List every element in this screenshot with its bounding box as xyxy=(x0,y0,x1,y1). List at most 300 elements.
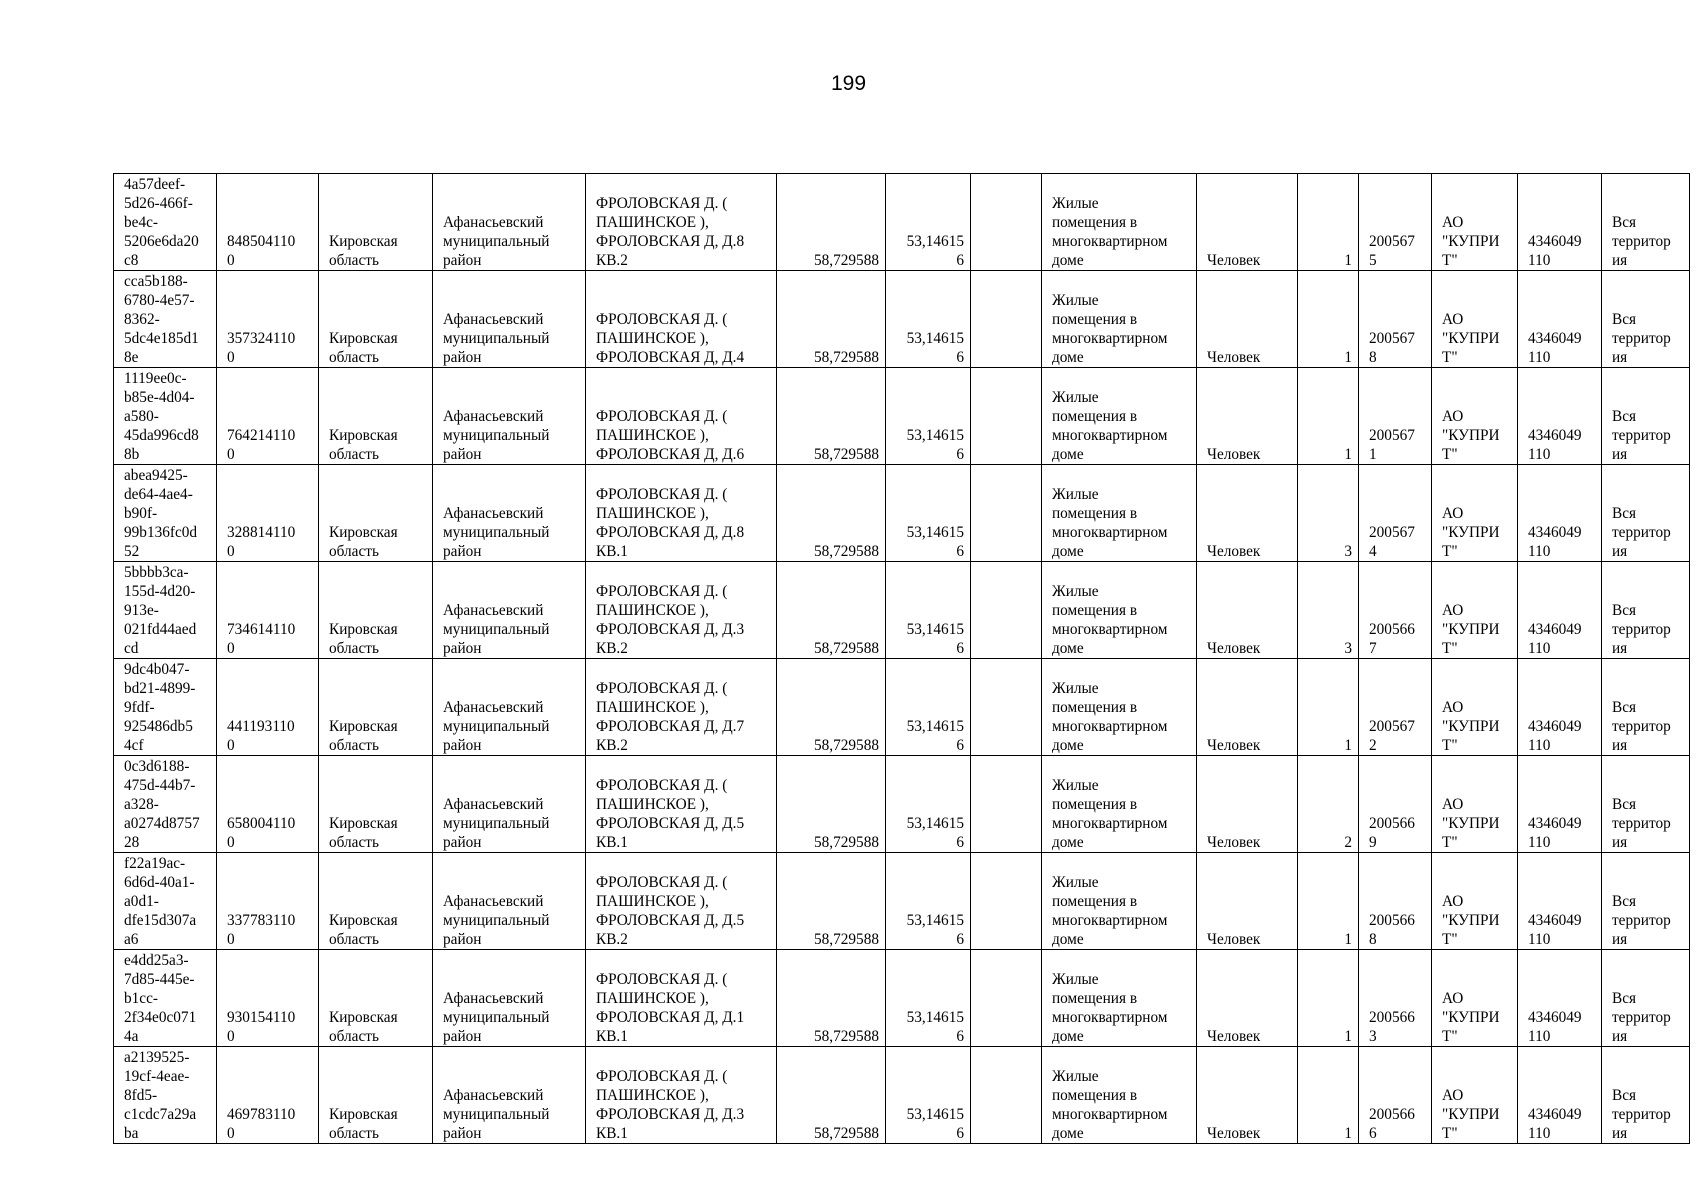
cell-address-line: ПАШИНСКОЕ ), xyxy=(596,602,709,619)
cell-district-line: Афанасьевский xyxy=(443,1087,544,1104)
cell-empty xyxy=(971,368,1042,465)
cell-district-line: Афанасьевский xyxy=(443,505,544,522)
cell-organization-line: "КУПРИ xyxy=(1442,233,1500,250)
cell-region xyxy=(319,756,433,853)
cell-scope-line: Вся xyxy=(1612,214,1637,231)
table-row xyxy=(114,174,1690,271)
cell-number xyxy=(1359,562,1432,659)
cell-region-line: Кировская xyxy=(329,1009,398,1026)
cell-district-line: район xyxy=(443,640,482,657)
cell-district-line: Афанасьевский xyxy=(443,311,544,328)
cell-premises-type xyxy=(1042,368,1197,465)
cell-number-line: 200567 xyxy=(1369,718,1415,735)
cell-scope-line: Вся xyxy=(1612,311,1637,328)
cell-organization-line: Т" xyxy=(1442,252,1458,269)
cell-premises-type-line: многоквартирном xyxy=(1052,912,1168,929)
cell-empty xyxy=(971,756,1042,853)
cell-address-line: ФРОЛОВСКАЯ Д, Д.8 xyxy=(596,524,745,541)
cell-premises-type-line: помещения в xyxy=(1052,990,1138,1007)
cell-district-line: Афанасьевский xyxy=(443,214,544,231)
cell-premises-type-line: Жилые xyxy=(1052,1068,1099,1085)
cell-empty xyxy=(971,1047,1042,1144)
cell-organization-line: АО xyxy=(1442,893,1464,910)
cell-code xyxy=(217,756,319,853)
cell-district-line: район xyxy=(443,931,482,948)
cell-organization-line: "КУПРИ xyxy=(1442,1009,1500,1026)
cell-record-id-line: 5206e6da20 xyxy=(124,233,199,250)
cell-region-line: Кировская xyxy=(329,912,398,929)
cell-record-id-line: bd21-4899- xyxy=(124,680,196,697)
cell-scope xyxy=(1602,756,1690,853)
cell-record-id-line: be4c- xyxy=(124,214,158,231)
cell-address-line: ФРОЛОВСКАЯ Д. ( xyxy=(596,971,728,988)
table-row xyxy=(114,1047,1690,1144)
cell-address xyxy=(586,756,777,853)
registry-body xyxy=(114,174,1690,1144)
cell-region xyxy=(319,853,433,950)
cell-premises-type-line: доме xyxy=(1052,834,1084,851)
cell-longitude xyxy=(886,853,971,950)
cell-address-line: ФРОЛОВСКАЯ Д. ( xyxy=(596,874,728,891)
cell-premises-type xyxy=(1042,659,1197,756)
cell-record-id xyxy=(114,271,217,368)
cell-address-line: ФРОЛОВСКАЯ Д, Д.6 xyxy=(596,446,745,463)
cell-address-line: ПАШИНСКОЕ ), xyxy=(596,214,709,231)
cell-unit: Человек xyxy=(1197,271,1298,368)
cell-longitude-line: 53,14615 xyxy=(906,621,964,638)
cell-organization xyxy=(1432,756,1518,853)
cell-empty xyxy=(971,950,1042,1047)
cell-region-line: Кировская xyxy=(329,233,398,250)
table-row xyxy=(114,465,1690,562)
cell-premises-type-line: многоквартирном xyxy=(1052,815,1168,832)
cell-scope-line: Вся xyxy=(1612,408,1637,425)
cell-code-line: 930154110 xyxy=(227,1009,296,1026)
cell-code-line: 0 xyxy=(227,446,235,463)
cell-scope-line: территор xyxy=(1612,912,1671,929)
cell-premises-type-line: доме xyxy=(1052,349,1084,366)
cell-inn xyxy=(1518,174,1602,271)
cell-address-line: ФРОЛОВСКАЯ Д, Д.1 xyxy=(596,1009,745,1026)
cell-record-id-line: 8b xyxy=(124,446,140,463)
cell-code-line: 469783110 xyxy=(227,1106,296,1123)
cell-code-line: 441193110 xyxy=(227,718,295,735)
cell-unit: Человек xyxy=(1197,465,1298,562)
cell-scope-line: ия xyxy=(1612,640,1628,657)
cell-organization-line: "КУПРИ xyxy=(1442,718,1500,735)
cell-latitude: 58,729588 xyxy=(777,950,886,1047)
cell-district-line: район xyxy=(443,737,482,754)
cell-record-id-line: a0d1- xyxy=(124,893,159,910)
cell-district-line: район xyxy=(443,1028,482,1045)
cell-inn-line: 110 xyxy=(1528,1028,1551,1045)
cell-code-line: 764214110 xyxy=(227,427,296,444)
cell-number-line: 200566 xyxy=(1369,1009,1415,1026)
cell-unit: Человек xyxy=(1197,756,1298,853)
cell-region xyxy=(319,368,433,465)
cell-inn-line: 110 xyxy=(1528,737,1551,754)
cell-record-id-line: b85e-4d04- xyxy=(124,389,195,406)
cell-organization-line: Т" xyxy=(1442,737,1458,754)
cell-record-id-line: dfe15d307a xyxy=(124,912,197,929)
cell-latitude: 58,729588 xyxy=(777,756,886,853)
cell-district-line: муниципальный xyxy=(443,233,550,250)
cell-record-id-line: 6780-4e57- xyxy=(124,292,195,309)
cell-longitude-line: 53,14615 xyxy=(906,912,964,929)
cell-premises-type-line: Жилые xyxy=(1052,583,1099,600)
cell-address xyxy=(586,659,777,756)
cell-organization xyxy=(1432,562,1518,659)
cell-organization-line: "КУПРИ xyxy=(1442,427,1500,444)
cell-premises-type-line: Жилые xyxy=(1052,874,1099,891)
cell-scope-line: ия xyxy=(1612,252,1628,269)
cell-record-id-line: 8fd5- xyxy=(124,1087,158,1104)
cell-number xyxy=(1359,853,1432,950)
cell-organization xyxy=(1432,1047,1518,1144)
cell-count: 1 xyxy=(1298,368,1359,465)
cell-scope-line: территор xyxy=(1612,1106,1671,1123)
cell-district xyxy=(433,562,586,659)
cell-premises-type-line: помещения в xyxy=(1052,505,1138,522)
cell-organization xyxy=(1432,853,1518,950)
cell-record-id-line: a580- xyxy=(124,408,159,425)
cell-inn xyxy=(1518,950,1602,1047)
cell-organization-line: АО xyxy=(1442,602,1464,619)
cell-code-line: 0 xyxy=(227,640,235,657)
cell-count: 3 xyxy=(1298,465,1359,562)
cell-region-line: Кировская xyxy=(329,427,398,444)
cell-region-line: область xyxy=(329,543,379,560)
cell-latitude: 58,729588 xyxy=(777,465,886,562)
cell-code-line: 0 xyxy=(227,543,235,560)
cell-longitude-line: 53,14615 xyxy=(906,815,964,832)
cell-premises-type-line: многоквартирном xyxy=(1052,718,1168,735)
cell-scope-line: ия xyxy=(1612,737,1628,754)
cell-scope-line: территор xyxy=(1612,718,1671,735)
cell-record-id-line: 4a xyxy=(124,1028,139,1045)
cell-address-line: ФРОЛОВСКАЯ Д. ( xyxy=(596,195,728,212)
cell-premises-type-line: доме xyxy=(1052,252,1084,269)
cell-premises-type-line: доме xyxy=(1052,1028,1084,1045)
cell-empty xyxy=(971,465,1042,562)
cell-district-line: Афанасьевский xyxy=(443,602,544,619)
cell-record-id-line: a6 xyxy=(124,931,139,948)
cell-code-line: 0 xyxy=(227,737,235,754)
cell-district-line: Афанасьевский xyxy=(443,893,544,910)
cell-district-line: муниципальный xyxy=(443,330,550,347)
cell-code xyxy=(217,853,319,950)
cell-number-line: 4 xyxy=(1369,543,1377,560)
cell-scope xyxy=(1602,562,1690,659)
cell-number-line: 200567 xyxy=(1369,233,1415,250)
cell-district xyxy=(433,174,586,271)
cell-number xyxy=(1359,950,1432,1047)
cell-longitude-line: 6 xyxy=(956,834,964,851)
cell-district-line: муниципальный xyxy=(443,1009,550,1026)
cell-region-line: область xyxy=(329,737,379,754)
table-row xyxy=(114,853,1690,950)
cell-record-id-line: 5bbbb3ca- xyxy=(124,564,189,581)
cell-organization-line: "КУПРИ xyxy=(1442,815,1500,832)
cell-number-line: 200566 xyxy=(1369,1106,1415,1123)
cell-premises-type-line: помещения в xyxy=(1052,214,1138,231)
cell-longitude-line: 6 xyxy=(956,640,964,657)
cell-count: 1 xyxy=(1298,950,1359,1047)
cell-inn-line: 4346049 xyxy=(1528,1009,1582,1026)
cell-inn-line: 4346049 xyxy=(1528,524,1582,541)
cell-premises-type-line: доме xyxy=(1052,931,1084,948)
cell-premises-type-line: Жилые xyxy=(1052,777,1099,794)
cell-record-id-line: a2139525- xyxy=(124,1049,190,1066)
cell-record-id-line: 45da996cd8 xyxy=(124,427,199,444)
cell-scope-line: Вся xyxy=(1612,699,1637,716)
cell-inn xyxy=(1518,271,1602,368)
cell-scope xyxy=(1602,174,1690,271)
cell-number-line: 8 xyxy=(1369,931,1377,948)
cell-district xyxy=(433,853,586,950)
cell-scope-line: ия xyxy=(1612,1028,1628,1045)
cell-inn-line: 110 xyxy=(1528,252,1551,269)
cell-inn-line: 110 xyxy=(1528,931,1551,948)
cell-record-id xyxy=(114,1047,217,1144)
cell-district-line: муниципальный xyxy=(443,621,550,638)
cell-record-id-line: a328- xyxy=(124,796,159,813)
cell-address-line: ФРОЛОВСКАЯ Д. ( xyxy=(596,311,728,328)
cell-number-line: 200567 xyxy=(1369,524,1415,541)
cell-count: 1 xyxy=(1298,853,1359,950)
cell-region-line: область xyxy=(329,1125,379,1142)
cell-region-line: область xyxy=(329,349,379,366)
cell-scope-line: ия xyxy=(1612,446,1628,463)
cell-district-line: муниципальный xyxy=(443,1106,550,1123)
cell-premises-type-line: многоквартирном xyxy=(1052,330,1168,347)
cell-premises-type-line: многоквартирном xyxy=(1052,524,1168,541)
cell-longitude xyxy=(886,271,971,368)
cell-premises-type-line: Жилые xyxy=(1052,389,1099,406)
cell-premises-type-line: помещения в xyxy=(1052,893,1138,910)
cell-record-id-line: b90f- xyxy=(124,505,158,522)
cell-code-line: 848504110 xyxy=(227,233,296,250)
cell-number xyxy=(1359,368,1432,465)
cell-organization-line: "КУПРИ xyxy=(1442,912,1500,929)
cell-address-line: ФРОЛОВСКАЯ Д, Д.7 xyxy=(596,718,745,735)
cell-district-line: муниципальный xyxy=(443,718,550,735)
cell-latitude: 58,729588 xyxy=(777,1047,886,1144)
cell-inn-line: 110 xyxy=(1528,834,1551,851)
cell-organization-line: АО xyxy=(1442,505,1464,522)
cell-region xyxy=(319,659,433,756)
cell-record-id-line: 9fdf- xyxy=(124,699,155,716)
cell-organization-line: АО xyxy=(1442,214,1464,231)
cell-longitude xyxy=(886,562,971,659)
cell-record-id-line: b1cc- xyxy=(124,990,158,1007)
cell-scope xyxy=(1602,465,1690,562)
cell-record-id-line: 155d-4d20- xyxy=(124,583,196,600)
cell-number-line: 7 xyxy=(1369,640,1377,657)
cell-district-line: район xyxy=(443,543,482,560)
cell-number-line: 3 xyxy=(1369,1028,1377,1045)
cell-latitude: 58,729588 xyxy=(777,174,886,271)
cell-inn-line: 4346049 xyxy=(1528,718,1582,735)
cell-district-line: район xyxy=(443,1125,482,1142)
cell-region-line: Кировская xyxy=(329,1106,398,1123)
cell-unit: Человек xyxy=(1197,562,1298,659)
cell-premises-type-line: помещения в xyxy=(1052,602,1138,619)
cell-address-line: ПАШИНСКОЕ ), xyxy=(596,796,709,813)
cell-premises-type-line: многоквартирном xyxy=(1052,427,1168,444)
cell-address-line: КВ.1 xyxy=(596,1028,628,1045)
cell-address-line: ПАШИНСКОЕ ), xyxy=(596,330,709,347)
cell-code-line: 328814110 xyxy=(227,524,296,541)
cell-organization-line: Т" xyxy=(1442,931,1458,948)
cell-region xyxy=(319,562,433,659)
cell-organization xyxy=(1432,174,1518,271)
cell-unit: Человек xyxy=(1197,1047,1298,1144)
cell-address-line: ФРОЛОВСКАЯ Д. ( xyxy=(596,680,728,697)
cell-number xyxy=(1359,465,1432,562)
cell-premises-type xyxy=(1042,756,1197,853)
cell-inn-line: 110 xyxy=(1528,446,1551,463)
cell-record-id xyxy=(114,950,217,1047)
cell-longitude-line: 53,14615 xyxy=(906,233,964,250)
cell-code-line: 357324110 xyxy=(227,330,296,347)
cell-scope-line: территор xyxy=(1612,621,1671,638)
cell-record-id-line: c1cdc7a29a xyxy=(124,1106,197,1123)
cell-premises-type-line: помещения в xyxy=(1052,408,1138,425)
cell-address xyxy=(586,853,777,950)
cell-number xyxy=(1359,174,1432,271)
cell-longitude-line: 53,14615 xyxy=(906,1106,964,1123)
cell-district-line: район xyxy=(443,252,482,269)
cell-longitude-line: 6 xyxy=(956,446,964,463)
cell-scope-line: территор xyxy=(1612,524,1671,541)
cell-organization-line: АО xyxy=(1442,699,1464,716)
cell-unit: Человек xyxy=(1197,950,1298,1047)
cell-count: 2 xyxy=(1298,756,1359,853)
cell-record-id-line: cca5b188- xyxy=(124,273,188,290)
cell-premises-type-line: доме xyxy=(1052,543,1084,560)
cell-longitude-line: 6 xyxy=(956,349,964,366)
cell-record-id-line: 8362- xyxy=(124,311,160,328)
cell-address xyxy=(586,950,777,1047)
cell-address-line: ФРОЛОВСКАЯ Д, Д.4 xyxy=(596,349,745,366)
cell-record-id xyxy=(114,368,217,465)
cell-empty xyxy=(971,174,1042,271)
cell-code xyxy=(217,174,319,271)
cell-region-line: область xyxy=(329,931,379,948)
cell-premises-type-line: многоквартирном xyxy=(1052,621,1168,638)
cell-region-line: область xyxy=(329,834,379,851)
cell-unit: Человек xyxy=(1197,368,1298,465)
cell-premises-type xyxy=(1042,853,1197,950)
cell-district xyxy=(433,1047,586,1144)
cell-organization xyxy=(1432,659,1518,756)
cell-code-line: 337783110 xyxy=(227,912,296,929)
cell-longitude-line: 53,14615 xyxy=(906,1009,964,1026)
cell-inn-line: 4346049 xyxy=(1528,233,1582,250)
cell-district-line: Афанасьевский xyxy=(443,699,544,716)
cell-organization-line: "КУПРИ xyxy=(1442,621,1500,638)
cell-address-line: ПАШИНСКОЕ ), xyxy=(596,427,709,444)
cell-premises-type-line: Жилые xyxy=(1052,195,1099,212)
cell-address-line: КВ.1 xyxy=(596,834,628,851)
table-row xyxy=(114,756,1690,853)
cell-number-line: 6 xyxy=(1369,1125,1377,1142)
cell-longitude xyxy=(886,1047,971,1144)
cell-premises-type-line: Жилые xyxy=(1052,971,1099,988)
cell-address-line: КВ.1 xyxy=(596,543,628,560)
cell-record-id-line: 4a57deef- xyxy=(124,176,186,193)
cell-count: 1 xyxy=(1298,659,1359,756)
cell-organization-line: Т" xyxy=(1442,349,1458,366)
cell-premises-type-line: помещения в xyxy=(1052,1087,1138,1104)
cell-scope-line: Вся xyxy=(1612,602,1637,619)
cell-organization-line: АО xyxy=(1442,408,1464,425)
cell-organization-line: АО xyxy=(1442,990,1464,1007)
cell-district xyxy=(433,465,586,562)
cell-inn xyxy=(1518,465,1602,562)
cell-scope-line: Вся xyxy=(1612,1087,1637,1104)
cell-address-line: ФРОЛОВСКАЯ Д. ( xyxy=(596,408,728,425)
cell-longitude-line: 6 xyxy=(956,737,964,754)
cell-district-line: район xyxy=(443,446,482,463)
table-row xyxy=(114,659,1690,756)
cell-region-line: Кировская xyxy=(329,718,398,735)
cell-inn-line: 4346049 xyxy=(1528,815,1582,832)
cell-code-line: 0 xyxy=(227,349,235,366)
cell-premises-type-line: доме xyxy=(1052,1125,1084,1142)
cell-empty xyxy=(971,659,1042,756)
cell-address xyxy=(586,1047,777,1144)
cell-inn-line: 4346049 xyxy=(1528,912,1582,929)
cell-inn xyxy=(1518,756,1602,853)
cell-number-line: 1 xyxy=(1369,446,1377,463)
cell-address-line: ПАШИНСКОЕ ), xyxy=(596,505,709,522)
cell-organization xyxy=(1432,271,1518,368)
cell-longitude-line: 53,14615 xyxy=(906,427,964,444)
cell-region xyxy=(319,1047,433,1144)
cell-code-line: 734614110 xyxy=(227,621,296,638)
cell-scope-line: ия xyxy=(1612,931,1628,948)
cell-longitude-line: 6 xyxy=(956,1125,964,1142)
cell-scope-line: Вся xyxy=(1612,505,1637,522)
cell-region-line: область xyxy=(329,1028,379,1045)
cell-premises-type xyxy=(1042,465,1197,562)
cell-longitude xyxy=(886,174,971,271)
cell-record-id xyxy=(114,659,217,756)
cell-premises-type-line: Жилые xyxy=(1052,486,1099,503)
cell-code xyxy=(217,368,319,465)
cell-code xyxy=(217,271,319,368)
cell-premises-type-line: доме xyxy=(1052,640,1084,657)
cell-address-line: КВ.1 xyxy=(596,1125,628,1142)
cell-code-line: 0 xyxy=(227,931,235,948)
cell-longitude-line: 6 xyxy=(956,1028,964,1045)
cell-record-id-line: 021fd44aed xyxy=(124,621,197,638)
cell-district-line: муниципальный xyxy=(443,912,550,929)
cell-premises-type-line: доме xyxy=(1052,446,1084,463)
cell-record-id xyxy=(114,174,217,271)
cell-organization-line: Т" xyxy=(1442,1028,1458,1045)
cell-region xyxy=(319,174,433,271)
registry-table xyxy=(113,173,1690,1144)
cell-scope xyxy=(1602,659,1690,756)
cell-district-line: Афанасьевский xyxy=(443,408,544,425)
cell-inn-line: 110 xyxy=(1528,1125,1551,1142)
cell-region xyxy=(319,271,433,368)
cell-address-line: ФРОЛОВСКАЯ Д, Д.8 xyxy=(596,233,745,250)
cell-unit: Человек xyxy=(1197,659,1298,756)
